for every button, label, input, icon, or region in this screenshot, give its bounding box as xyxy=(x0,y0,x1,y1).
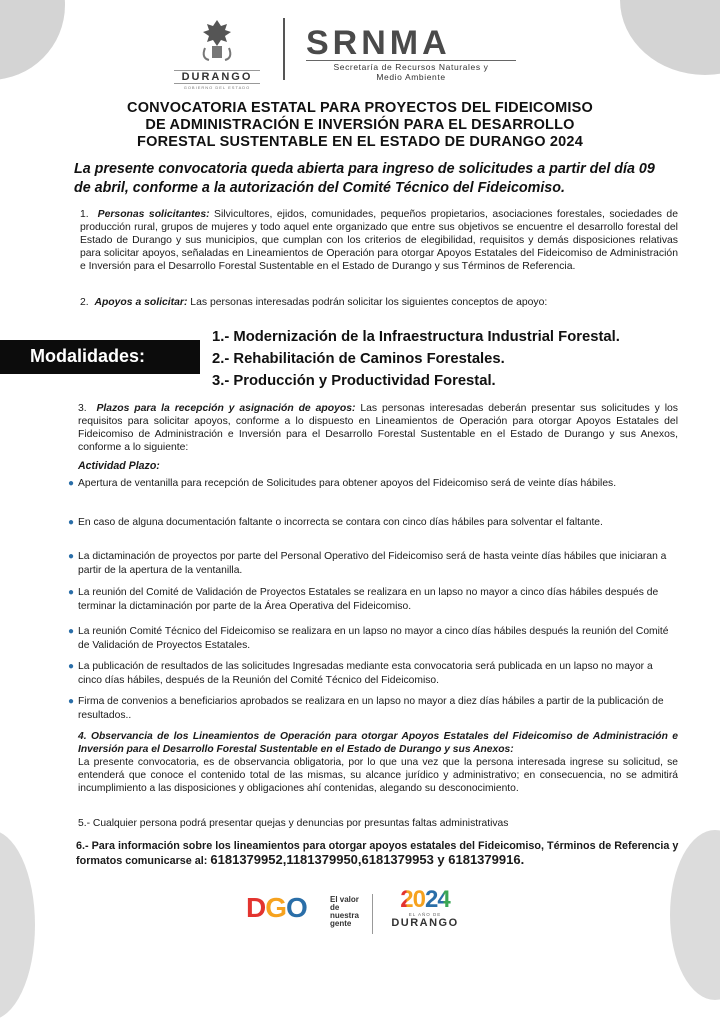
agency-name-line2: Medio Ambiente xyxy=(376,72,446,82)
agency-acronym: SRNMA xyxy=(306,24,451,62)
year-logo-number: 2024 xyxy=(388,888,462,912)
header-divider xyxy=(283,18,285,80)
bullet-dot-icon: ● xyxy=(68,551,75,562)
title-line1: CONVOCATORIA ESTATAL PARA PROYECTOS DEL FIDEICOMISO xyxy=(127,100,593,116)
modalidad-item: 2.- Rehabilitación de Caminos Forestales. xyxy=(212,351,505,367)
modalidades-bar xyxy=(0,340,200,374)
year-logo-subtext: EL AÑO DE xyxy=(408,912,442,917)
list-item: ● En caso de alguna documentación faltante o incorrecta se contara con cinco días hábiles para solventar el faltante. xyxy=(68,517,603,528)
dgo-tagline: El valor de nuestra gente xyxy=(330,895,359,928)
dgo-logo xyxy=(246,892,359,928)
section-1-personas-solicitantes xyxy=(80,208,678,273)
section-2-number: 2. xyxy=(80,297,89,308)
durango-logo-text: DURANGO xyxy=(174,70,261,84)
modalidad-item: 1.- Modernización de la Infraestructura Industrial Forestal. xyxy=(212,329,620,345)
list-item: ● Firma de convenios a beneficiarios aprobados se realizara en un lapso no mayor a diez días hábiles a partir de la publicación de resultados.. xyxy=(68,696,664,721)
title-line2: DE ADMINISTRACIÓN E INVERSIÓN PARA EL DESARROLLO xyxy=(145,117,575,133)
section-6-contacto xyxy=(76,840,680,868)
section-2-apoyos xyxy=(80,296,678,309)
section-1-label: Personas solicitantes: xyxy=(97,209,210,220)
title-line3: FORESTAL SUSTENTABLE EN EL ESTADO DE DURANGO 2024 xyxy=(137,134,583,150)
bullet-dot-icon: ● xyxy=(68,587,75,598)
section-5-quejas: 5.- Cualquier persona podrá presentar quejas y denuncias por presuntas faltas administrativas xyxy=(78,818,509,829)
section-4-observancia xyxy=(78,730,678,795)
modalidades-label: Modalidades: xyxy=(30,346,146,366)
activity-header: Actividad Plazo: xyxy=(78,460,160,472)
bullet-dot-icon: ● xyxy=(68,661,75,672)
list-item: ● Apertura de ventanilla para recepción de Solicitudes para obtener apoyos del Fideicomiso será de veinte días hábiles. xyxy=(68,478,617,489)
agency-name-line1: Secretaría de Recursos Naturales y xyxy=(333,62,489,72)
footer xyxy=(0,882,720,942)
document-title xyxy=(60,100,660,151)
intro-paragraph: La presente convocatoria queda abierta para ingreso de solicitudes a partir del día 09 de abril, conforme a la autorización del Comité Técnico del Fideicomiso. xyxy=(74,161,655,196)
list-item: ● La reunión del Comité de Validación de Proyectos Estatales se realizara en un lapso no mayor a cinco días hábiles después de terminar la dictaminación por parte de la Área Operativa del Fideicomiso. xyxy=(68,587,659,612)
section-3-plazos xyxy=(78,402,678,454)
list-item: ● La dictaminación de proyectos por parte del Personal Operativo del Fideicomiso será de hasta veinte días hábiles que iniciaran a partir de la apertura de la ventanilla. xyxy=(68,551,667,576)
durango-logo-subtext: GOBIERNO DEL ESTADO xyxy=(183,85,251,90)
bullet-dot-icon: ● xyxy=(68,478,75,489)
list-item: ● La publicación de resultados de las solicitudes Ingresadas mediante esta convocatoria será publicada en un lapso no mayor a cinco días hábiles, después de la Reunión del Comité Técnico del Fideicomiso. xyxy=(68,661,653,686)
bullet-dot-icon: ● xyxy=(68,626,75,637)
modalidades-list xyxy=(212,326,620,392)
durango-logo xyxy=(162,18,272,88)
crest-icon xyxy=(197,18,237,62)
year-2024-logo xyxy=(388,888,462,929)
modalidad-item: 3.- Producción y Productividad Forestal. xyxy=(212,373,496,389)
section-3-label: Plazos para la recepción y asignación de apoyos: xyxy=(96,403,356,414)
dgo-logo-letters: DGO xyxy=(246,892,307,923)
contact-phones: 6181379952,1181379950,6181379953 y 6181379916. xyxy=(210,852,525,867)
section-2-label: Apoyos a solicitar: xyxy=(94,297,188,308)
bullet-dot-icon: ● xyxy=(68,696,75,707)
bullet-dot-icon: ● xyxy=(68,517,75,528)
section-3-text: Las personas interesadas deberán presentar sus solicitudes y los requisitos para solicitar apoyos, conforme a lo dispuesto en Lineamientos de Operación para otorgar Apoyos Estatales del Fideicomiso de Administración e Inversión para el Desarrollo Forestal Sustentable en el Estado de Durango y sus Anexos, conforme a lo siguiente: xyxy=(78,403,678,453)
year-logo-place: DURANGO xyxy=(391,917,459,929)
section-4-heading: 4. Observancia de los Lineamientos de Operación para otorgar Apoyos Estatales del Fideicomiso de Administración e Inversión para el Desarrollo Forestal Sustentable en el Estado de Durango y sus Anexos: xyxy=(78,731,678,755)
section-2-text: Las personas interesadas podrán solicitar los siguientes conceptos de apoyo: xyxy=(187,297,548,308)
list-item: ● La reunión Comité Técnico del Fideicomiso se realizara en un lapso no mayor a cinco días hábiles después la reunión del Comité de Validación de Proyectos Estatales. xyxy=(68,626,669,651)
section-4-text: La presente convocatoria, es de observancia obligatoria, por lo que una vez que la persona interesada ingrese su solicitud, se entenderá que conoce el contenido total de las mismas, su alcance jurídico y administrativo; en consecuencia, no se admitirá incumplimiento a las disposiciones y obligaciones ahí contenidas, alegando su desconocimiento. xyxy=(78,757,678,794)
section-1-text: Silvicultores, ejidos, comunidades, pequeños propietarios, asociaciones forestales, sociedades de producción rural, grupos de mujeres y todo aquel ente organizado que entre sus objetivos se encuentre el desarrollo forestal del Estado de Durango y sus municipios, que cumplan con los criterios de elegibilidad, requisitos y demás disposiciones relativas para solicitar apoyos, señaladas en Lineamientos de Operación para otorgar Apoyos Estatales del Fideicomiso de Administración e Inversión para el Desarrollo Forestal Sustentable en el Estado de Durango y sus Términos de Referencia. xyxy=(80,209,678,272)
section-1-number: 1. xyxy=(80,209,89,220)
header xyxy=(0,16,720,90)
section-3-number: 3. xyxy=(78,403,87,414)
section-6-text: 6.- Para información sobre los lineamientos para otorgar apoyos estatales del Fideicomiso, Términos de Referencia y formatos comunicarse al: xyxy=(76,840,679,867)
srnma-logo xyxy=(306,26,516,82)
agency-name xyxy=(306,60,516,82)
footer-divider xyxy=(372,894,373,934)
